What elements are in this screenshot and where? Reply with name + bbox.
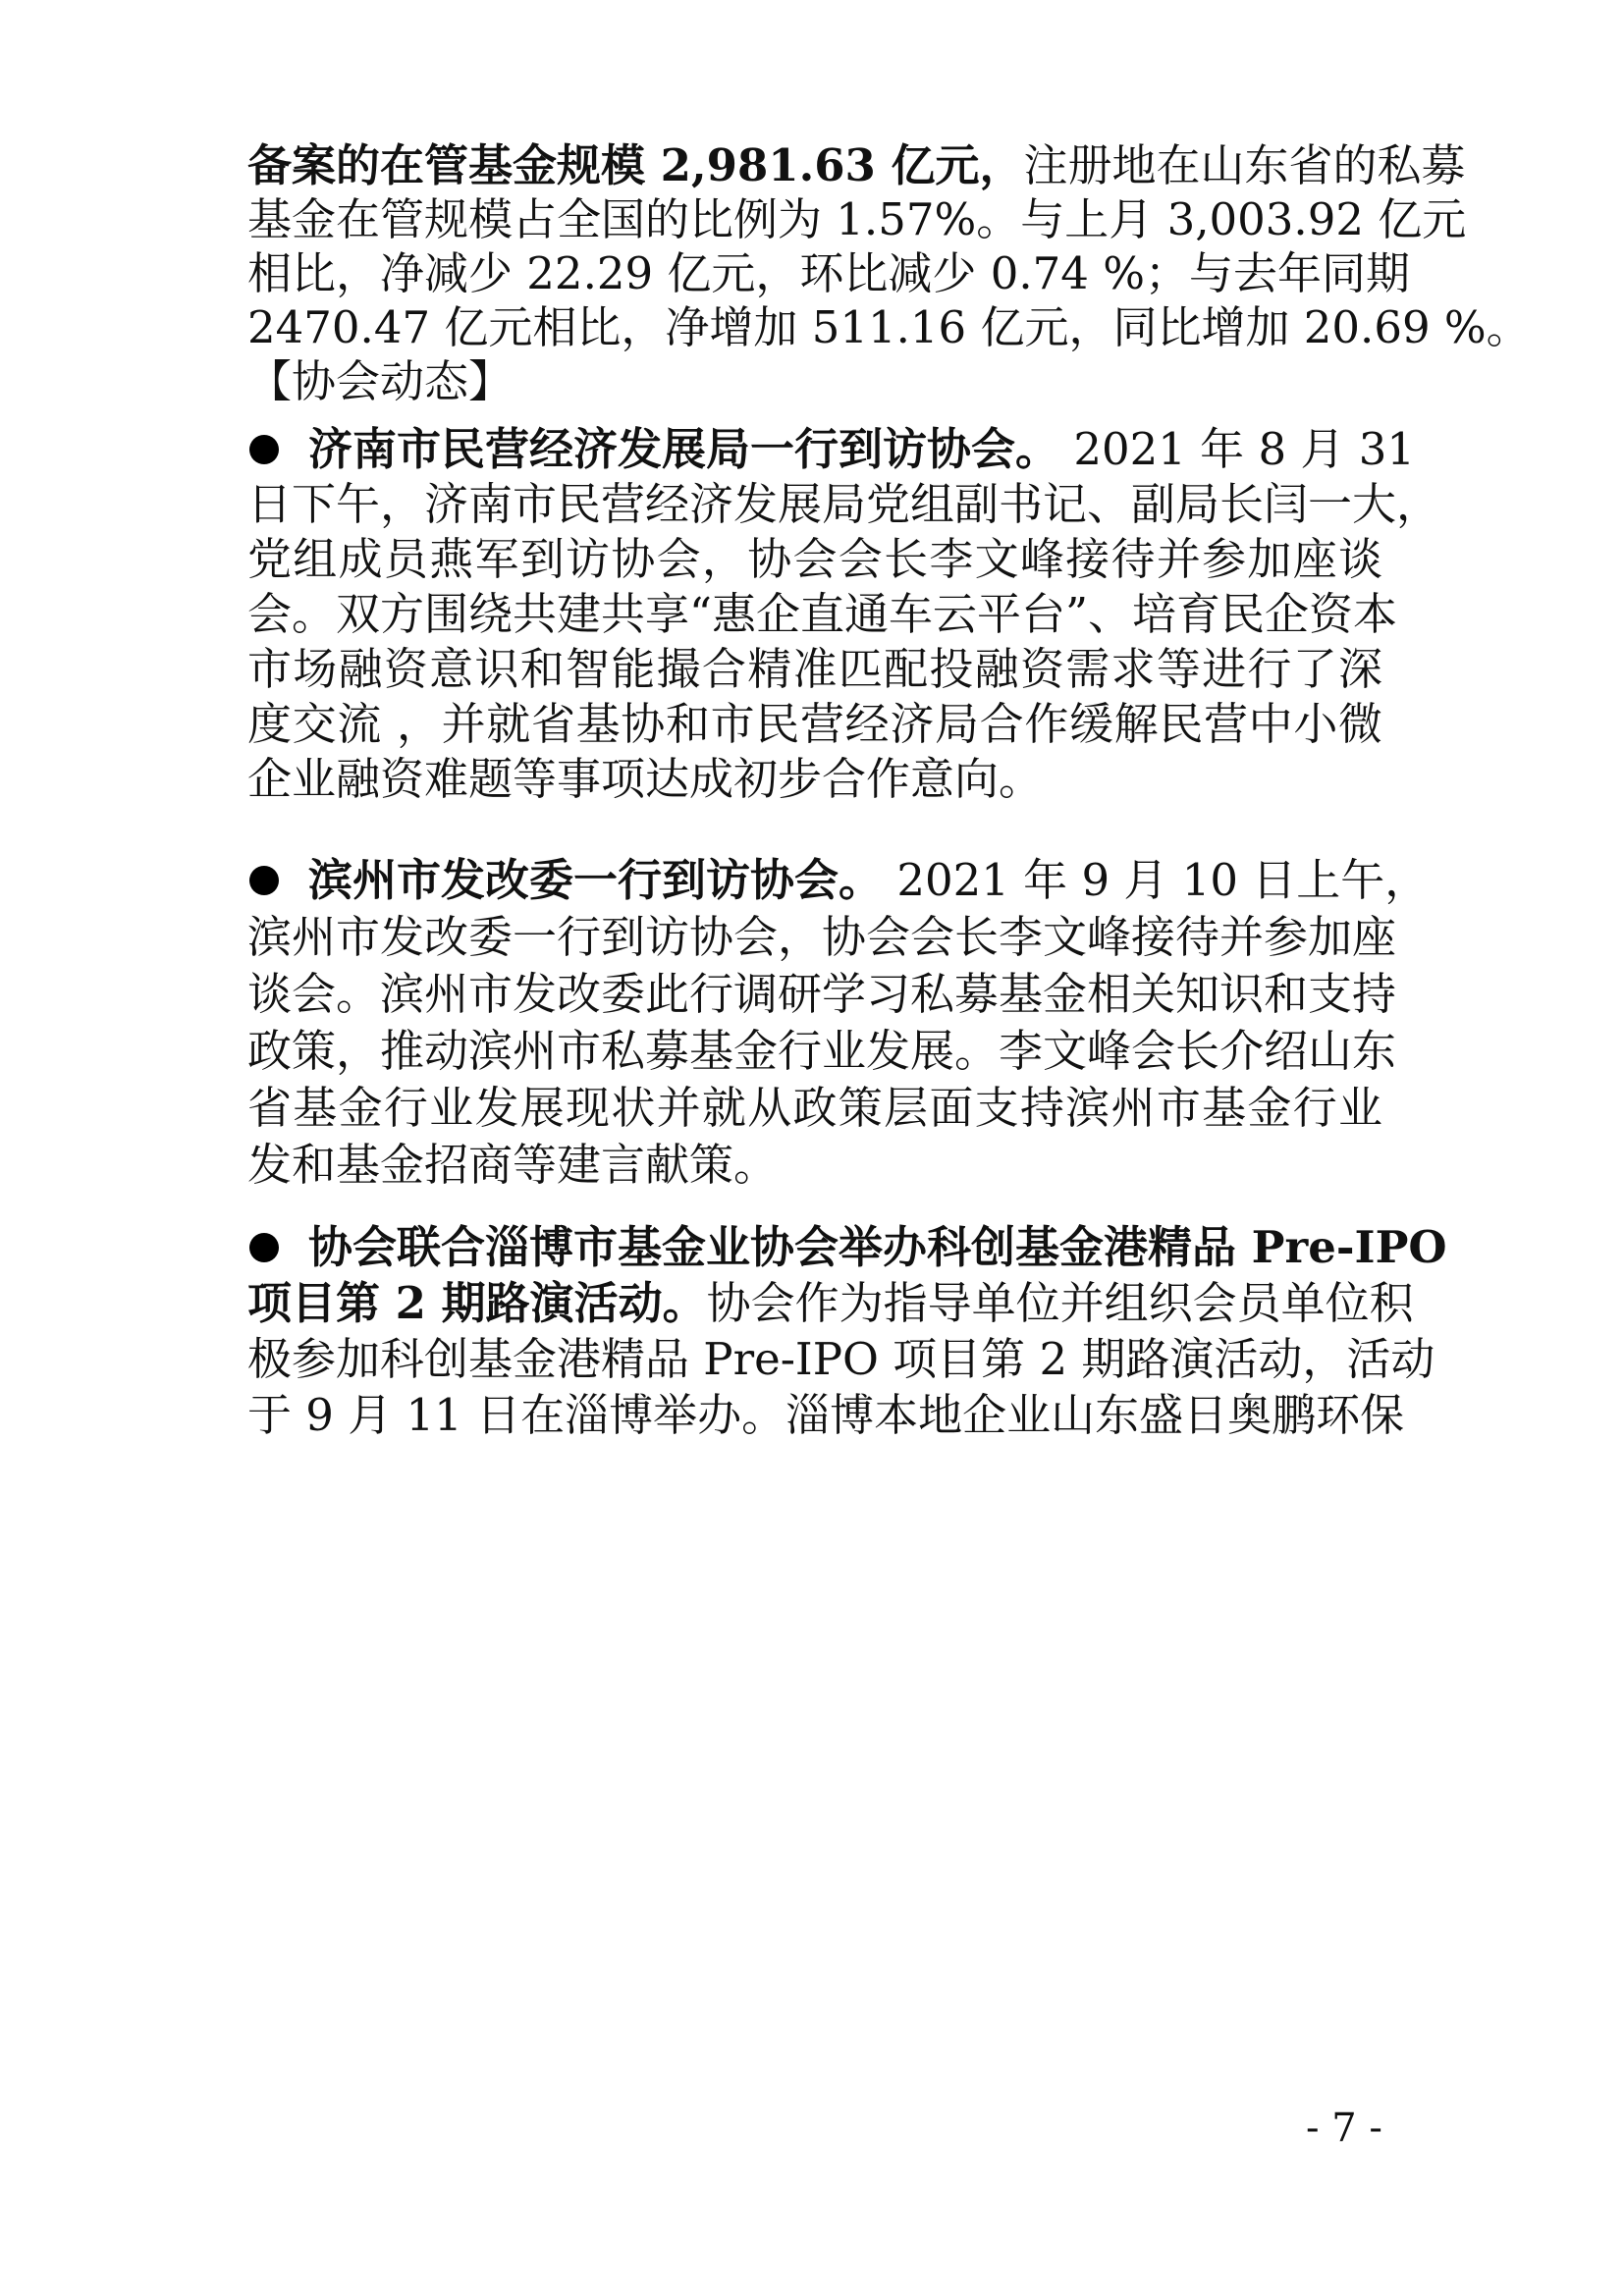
section-heading: 【协会动态】 xyxy=(247,355,514,407)
news3-line2: 极参加科创基金港精品 Pre-IPO 项目第 2 期路演活动，活动 xyxy=(247,1333,1435,1385)
news1-line5: 市场融资意识和智能撮合精准匹配投融资需求等进行了深 xyxy=(247,643,1382,695)
bullet-icon xyxy=(249,1233,279,1262)
news2-line2: 滨州市发改委一行到访协会，协会会长李文峰接待并参加座 xyxy=(247,911,1397,963)
paragraph1-line1-rest: 注册地在山东省的私募 xyxy=(1023,139,1466,191)
news1-line3: 党组成员燕军到访协会，协会会长李文峰接待并参加座谈 xyxy=(247,533,1382,585)
paragraph1-line2: 基金在管规模占全国的比例为 1.57%。与上月 3,003.92 亿元 xyxy=(247,193,1467,245)
news3-line3: 于 9 月 11 日在淄博举办。淄博本地企业山东盛日奥鹏环保 xyxy=(247,1389,1405,1441)
news1-title-line xyxy=(247,420,1415,479)
page-number: - 7 - xyxy=(1306,2106,1382,2151)
news1-line1: 2021 年 8 月 31 xyxy=(1073,423,1415,475)
news3-line1: 协会作为指导单位并组织会员单位积 xyxy=(706,1277,1414,1329)
news3-title-part2: 项目第 2 期路演活动。 xyxy=(247,1277,707,1329)
news2-line3: 谈会。滨州市发改委此行调研学习私募基金相关知识和支持 xyxy=(247,968,1397,1020)
news1-line2: 日下午，济南市民营经济发展局党组副书记、副局长闫一大， xyxy=(247,478,1441,530)
news3-title-line2 xyxy=(247,1274,1414,1333)
news2-line6: 发和基金招商等建言献策。 xyxy=(247,1139,779,1191)
news2-title-line xyxy=(247,851,1430,910)
paragraph1-line1-bold: 备案的在管基金规模 2,981.63 亿元， xyxy=(247,139,1024,191)
news2-line4: 政策，推动滨州市私募基金行业发展。李文峰会长介绍山东 xyxy=(247,1025,1397,1077)
news3-title-line xyxy=(247,1218,1447,1277)
news1-line7: 企业融资难题等事项达成初步合作意向。 xyxy=(247,753,1044,805)
news2-line1: 2021 年 9 月 10 日上午， xyxy=(896,854,1430,906)
paragraph1-line3: 相比，净减少 22.29 亿元，环比减少 0.74 %；与去年同期 xyxy=(247,247,1410,299)
paragraph1-line4: 2470.47 亿元相比，净增加 511.16 亿元，同比增加 20.69 %。 xyxy=(247,301,1531,353)
news1-line6: 度交流 ，并就省基协和市民营经济局合作缓解民营中小微 xyxy=(247,698,1382,750)
news2-line5: 省基金行业发展现状并就从政策层面支持滨州市基金行业 xyxy=(247,1082,1382,1134)
paragraph1-line1 xyxy=(247,136,1466,195)
bullet-icon xyxy=(249,866,279,895)
bullet-icon xyxy=(249,435,279,464)
news3-title: 协会联合淄博市基金业协会举办科创基金港精品 Pre-IPO xyxy=(308,1221,1447,1273)
news1-line4: 会。双方围绕共建共享“惠企直通车云平台”、培育民企资本 xyxy=(247,588,1398,640)
news2-title: 滨州市发改委一行到访协会。 xyxy=(308,854,884,906)
news1-title: 济南市民营经济发展局一行到访协会。 xyxy=(308,423,1060,475)
